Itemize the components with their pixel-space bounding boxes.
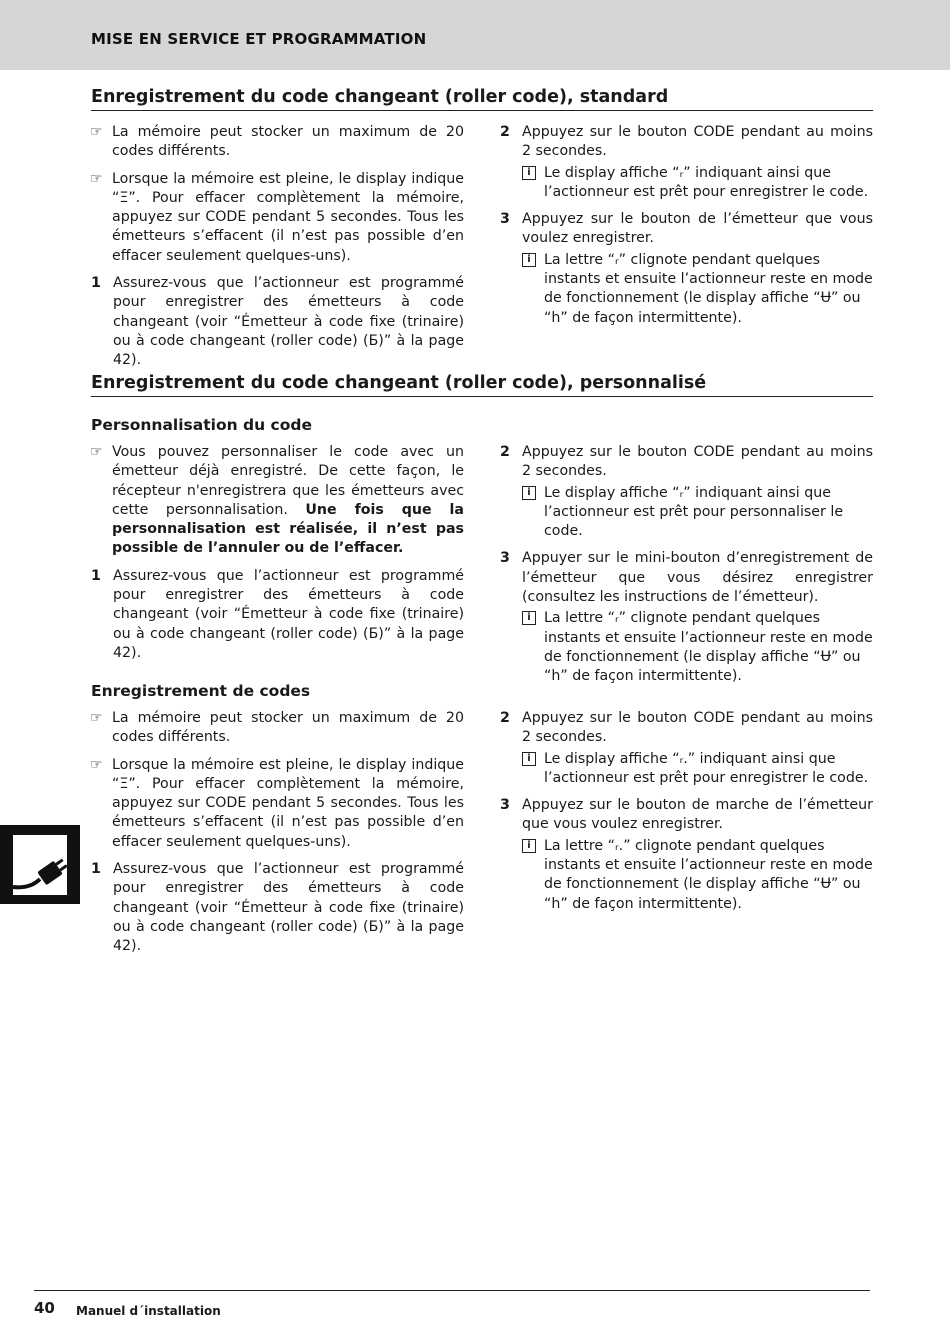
step-item (91, 860, 464, 956)
sub2-left-column (91, 709, 464, 965)
note-text: La lettre “ᵣ.” clignote pendant quelques instants et ensuite l’actionneur reste en mode de fonctionnement (le display affiche “Ʉ” ou “h” de façon intermittente). (544, 837, 873, 912)
bullet-text: La mémoire peut stocker un maximum de 20 codes différents. (112, 124, 464, 160)
note-text: Le display affiche “ᵣ” indiquant ainsi que l’actionneur est prêt pour personnaliser le code. (544, 484, 844, 540)
step-number: 1 (91, 861, 101, 878)
info-icon: i (522, 752, 536, 766)
step-number: 3 (500, 211, 510, 228)
section1-right-column (500, 123, 873, 336)
bullet-item (91, 756, 464, 852)
page-number: 40 (34, 1299, 55, 1317)
step-text: Appuyer sur le mini-bouton d’enregistrement de l’émetteur que vous désirez enregistrer (consultez les instructions de l’émetteur). (522, 550, 873, 606)
step-text: Appuyez sur le bouton CODE pendant au moins 2 secondes. (522, 124, 873, 160)
step-item (500, 709, 873, 788)
step-item (500, 123, 873, 202)
bullet-warning-text: Une fois que la personnalisation est réalisée, il n’est pas possible de l’annuler ou de l’effacer. (112, 501, 464, 557)
pointing-hand-icon: ☞ (90, 710, 103, 726)
power-plug-icon (0, 825, 80, 904)
bullet-text: Vous pouvez personnaliser le code avec un émetteur déjà enregistré. De cette façon, le récepteur n'enregistrera que les émetteurs avec cette personnalisation. (112, 444, 464, 518)
subsection-title-enregistrement: Enregistrement de codes (91, 682, 311, 700)
pointing-hand-icon: ☞ (90, 756, 103, 773)
step-text: Appuyez sur le bouton de marche de l’émetteur que vous voulez enregistrer. (522, 797, 873, 833)
step-number: 1 (91, 275, 101, 292)
note-text: Le display affiche “ᵣ.” indiquant ainsi que l’actionneur est prêt pour enregistrer le code. (544, 750, 869, 786)
info-icon: i (522, 253, 536, 267)
step-item (500, 549, 873, 686)
chapter-side-tab (0, 825, 80, 904)
bullet-text: Lorsque la mémoire est pleine, le display indique “Ξ”. Pour effacer complètement la mémoire, appuyez sur CODE pendant 5 secondes. Tous les émetteurs s’effacent (il n’est pas possible d’en effacer seulement quelques-uns). (112, 756, 464, 850)
note-text: Le display affiche “ᵣ” indiquant ainsi que l’actionneur est prêt pour enregistrer le code. (544, 164, 869, 200)
chapter-title: MISE EN SERVICE ET PROGRAMMATION (91, 30, 427, 48)
step-text: Assurez-vous que l’actionneur est programmé pour enregistrer des émetteurs à code changeant (voir “Émetteur à code fixe (trinaire) ou à code changeant (roller code) (Б)” à la page 42). (113, 861, 464, 955)
step-number: 2 (500, 124, 510, 140)
info-icon: i (522, 486, 536, 500)
step-number: 3 (500, 550, 510, 567)
footer-rule (34, 1290, 870, 1291)
pointing-hand-icon: ☞ (90, 124, 103, 140)
step-text: Appuyez sur le bouton de l’émetteur que vous voulez enregistrer. (522, 211, 873, 247)
info-icon: i (522, 839, 536, 853)
section-title-personnalise: Enregistrement du code changeant (roller code), personnalisé (91, 372, 873, 397)
note-text: La lettre “ᵣ” clignote pendant quelques instants et ensuite l’actionneur reste en mode de fonctionnement (le display affiche “Ʉ” ou “h” de façon intermittente). (544, 251, 873, 326)
info-icon: i (522, 611, 536, 625)
section-title-standard: Enregistrement du code changeant (roller code), standard (91, 86, 873, 111)
step-text: Appuyez sur le bouton CODE pendant au moins 2 secondes. (522, 710, 873, 746)
step-item (91, 274, 464, 370)
note-text: La lettre “ᵣ” clignote pendant quelques instants et ensuite l’actionneur reste en mode de fonctionnement (le display affiche “Ʉ” ou “h” de façon intermittente). (544, 610, 873, 685)
info-note (522, 251, 873, 328)
bullet-text: Lorsque la mémoire est pleine, le display indique “Ξ”. Pour effacer complètement la mémoire, appuyez sur CODE pendant 5 secondes. Tous les émetteurs s’effacent (il n’est pas possible d’en effacer seulement quelques-uns). (112, 170, 464, 264)
step-item (91, 567, 464, 663)
bullet-item (91, 123, 464, 162)
info-note (522, 484, 873, 542)
info-note (522, 609, 873, 686)
step-number: 2 (500, 710, 510, 726)
sub2-right-column (500, 709, 873, 922)
step-text: Assurez-vous que l’actionneur est programmé pour enregistrer des émetteurs à code changeant (voir “Émetteur à code fixe (trinaire) ou à code changeant (roller code) (Б)” à la page 42). (113, 567, 464, 661)
bullet-item (91, 170, 464, 266)
bullet-item (91, 709, 464, 748)
step-number: 2 (500, 444, 510, 460)
section1-left-column (91, 123, 464, 379)
step-item (500, 796, 873, 914)
pointing-hand-icon: ☞ (90, 170, 103, 187)
step-number: 3 (500, 797, 510, 814)
step-text: Appuyez sur le bouton CODE pendant au moins 2 secondes. (522, 444, 873, 480)
sub1-right-column (500, 443, 873, 695)
subsection-title-personnalisation: Personnalisation du code (91, 416, 313, 434)
step-item (500, 443, 873, 541)
step-item (500, 210, 873, 328)
step-text: Assurez-vous que l’actionneur est programmé pour enregistrer des émetteurs à code changeant (voir “Émetteur à code fixe (trinaire) ou à code changeant (roller code) (Б)” à la page 42). (113, 275, 464, 369)
info-note (522, 750, 873, 789)
info-icon: i (522, 166, 536, 180)
footer-label: Manuel d´installation (76, 1304, 221, 1318)
step-number: 1 (91, 567, 101, 584)
info-note (522, 837, 873, 914)
sub1-left-column (91, 443, 464, 671)
pointing-hand-icon: ☞ (90, 444, 103, 460)
bullet-item (91, 443, 464, 559)
info-note (522, 164, 873, 203)
bullet-text: La mémoire peut stocker un maximum de 20 codes différents. (112, 710, 464, 746)
